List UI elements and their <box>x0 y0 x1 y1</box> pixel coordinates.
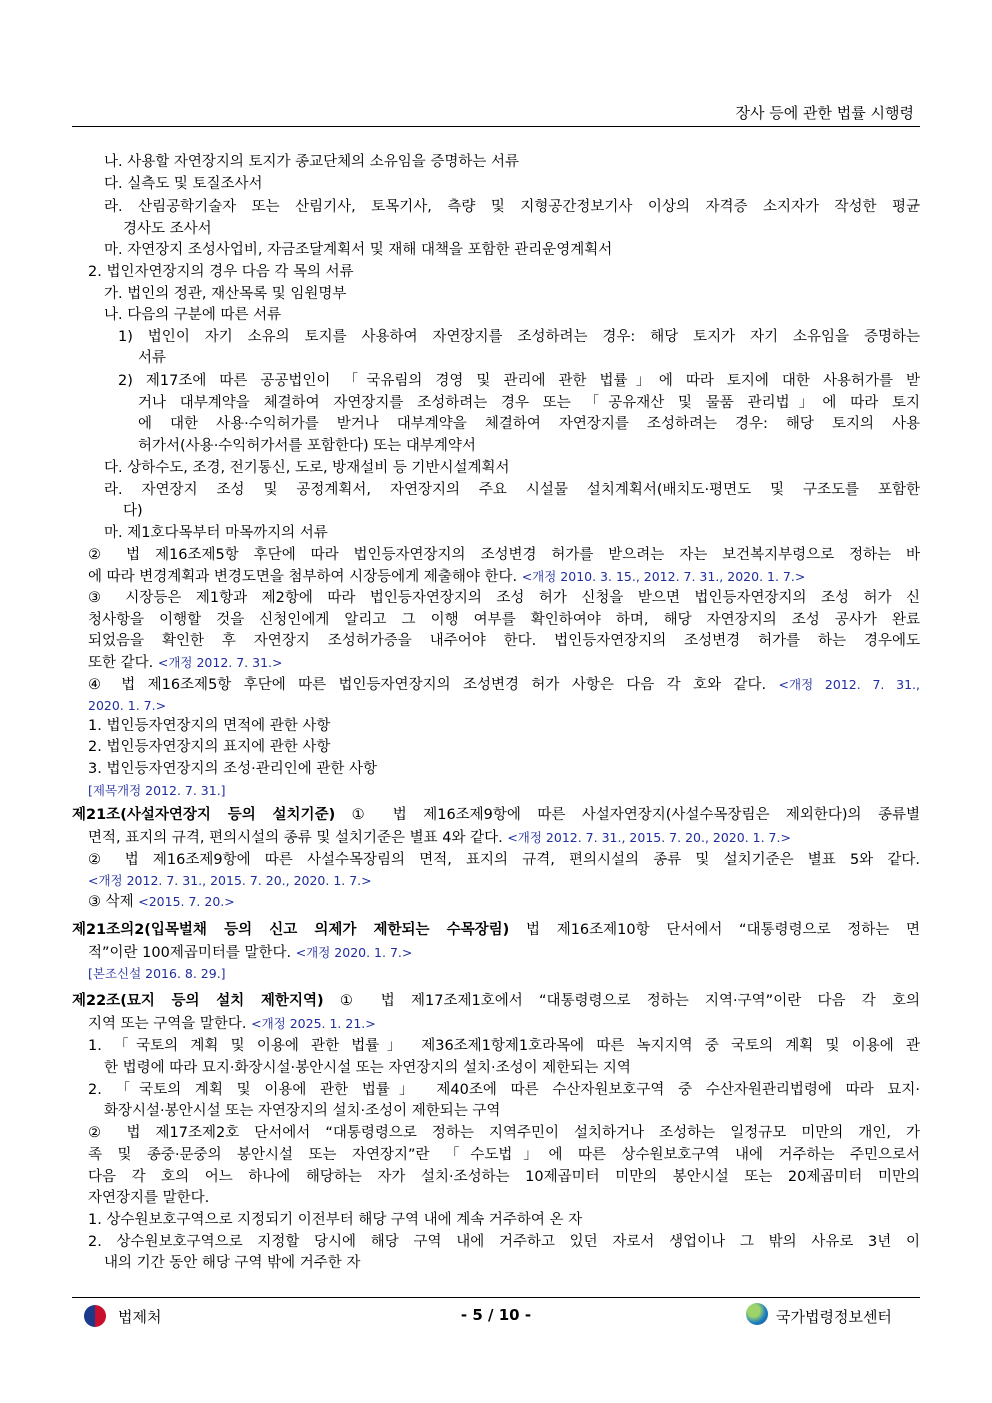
line-text: 3. 법인등자연장지의 조성·관리인에 관한 사항 <box>88 761 378 777</box>
text-line <box>104 152 519 172</box>
text-line <box>138 414 920 434</box>
line-text: 다. 실측도 및 토질조사서 <box>104 176 263 192</box>
line-text: ② 법 제16조제9항에 따른 사설수목장림의 면적, 표지의 규격, 편의시설의 종류 및 설치기준은 별표 5와 같다. <box>88 852 920 868</box>
text-line <box>118 327 920 347</box>
text-line <box>88 545 920 565</box>
page-header-title: 장사 등에 관한 법률 시행령 <box>735 104 914 122</box>
line-text: 에 따라 변경계획과 변경도면을 첨부하여 시장등에게 제출해야 한다. <box>88 569 518 585</box>
line-text: 다음 각 호의 어느 하나에 해당하는 자가 설치·조성하는 10제곱미터 미만의 봉안시설 또는 20제곱미터 미만의 <box>88 1169 920 1185</box>
text-line <box>88 828 791 848</box>
text-line <box>104 458 509 478</box>
text-line <box>88 610 920 630</box>
text-line <box>88 716 330 736</box>
line-text: 라. 자연장지 조성 및 공정계획서, 자연장지의 주요 시설물 설치계획서(배치도·평면도 및 구조도를 포함한 <box>104 482 920 498</box>
text-line <box>88 1188 209 1208</box>
line-text: 지역 또는 구역을 말한다. <box>88 1016 247 1032</box>
text-line <box>88 759 377 779</box>
text-line <box>88 1036 920 1056</box>
amendment-note: <개정 2020. 1. 7.> <box>295 945 413 960</box>
line-text: 자연장지를 말한다. <box>88 1190 210 1206</box>
footer-left-label[interactable]: 법제처 <box>118 1308 162 1326</box>
text-line <box>104 1253 360 1273</box>
amendment-note: <2015. 7. 20.> <box>138 894 235 909</box>
line-text: ③ 삭제 <box>88 894 134 910</box>
text-line <box>104 174 263 194</box>
footer-rule <box>72 1297 920 1298</box>
text-line <box>88 653 282 673</box>
line-text: 면적, 표지의 규격, 편의시설의 종류 및 설치기준은 별표 4와 같다. <box>88 830 503 846</box>
text-line <box>72 805 920 825</box>
text-line <box>88 1167 920 1187</box>
amendment-note: [제목개정 2012. 7. 31.] <box>88 783 226 798</box>
article-heading: 제22조(묘지 등의 설치 제한지역) <box>72 993 324 1009</box>
text-line <box>123 501 143 521</box>
text-line <box>88 262 354 282</box>
text-line <box>88 737 330 757</box>
text-line <box>104 284 346 304</box>
amendment-note: <개정 2012. 7. 31.> <box>157 655 283 670</box>
text-line <box>118 371 920 391</box>
text-line <box>88 1210 582 1230</box>
text-line <box>104 240 612 260</box>
article-heading: 제21조(사설자연장지 등의 설치기준) <box>72 807 336 823</box>
line-text: 2) 제17조에 따른 공공법인이 「국유림의 경영 및 관리에 관한 법률」에 따라 토지에 대한 사용허가를 받 <box>118 373 920 389</box>
text-line <box>88 567 805 587</box>
amendment-note: <개정 2025. 1. 21.> <box>251 1016 376 1031</box>
amendment-note: [본조신설 2016. 8. 29.] <box>88 966 226 981</box>
amendment-note: 2020. 1. 7.> <box>88 698 167 713</box>
line-text: ③ 시장등은 제1항과 제2항에 따라 법인등자연장지의 조성 허가 신청을 받으면 법인등자연장지의 조성 허가 신 <box>88 590 920 606</box>
text-line <box>72 920 920 940</box>
line-text: 거나 대부계약을 체결하여 자연장지를 조성하려는 경우 또는 「공유재산 및 물품 관리법」에 따라 토지 <box>138 395 920 411</box>
text-line <box>138 348 166 368</box>
line-text: 마. 제1호다목부터 마목까지의 서류 <box>104 525 328 541</box>
text-line <box>88 696 166 716</box>
line-text: 족 및 종중·문중의 봉안시설 또는 자연장지”란 「수도법」에 따른 상수원보호구역 내에 거주하는 주민으로서 <box>88 1147 920 1163</box>
text-line <box>88 850 920 870</box>
text-line <box>72 991 920 1011</box>
line-text: 되었음을 확인한 후 자연장지 조성허가증을 내주어야 한다. 법인등자연장지의 조성변경 허가를 하는 경우에도 <box>88 633 920 649</box>
page-number: - 5 / 10 - <box>460 1306 532 1324</box>
text-line <box>104 197 920 217</box>
line-text: 1. 상수원보호구역으로 지정되기 이전부터 해당 구역 내에 계속 거주하여 온 자 <box>88 1212 583 1228</box>
line-text: ② 법 제17조제2호 단서에서 “대통령령으로 정하는 지역주민이 설치하거나 조성하는 일정규모 미만의 개인, 가 <box>88 1125 920 1141</box>
text-line <box>88 1123 920 1143</box>
line-text: 화장시설·봉안시설 또는 자연장지의 설치·조성이 제한되는 구역 <box>104 1103 501 1119</box>
header-rule <box>72 126 920 127</box>
text-line <box>88 1014 376 1034</box>
line-text: 라. 산림공학기술자 또는 산림기사, 토목기사, 측량 및 지형공간정보기사 이상의 자격증 소지자가 작성한 평균 <box>104 199 920 215</box>
line-text: 다) <box>123 503 143 519</box>
line-text: 또한 같다. <box>88 655 154 671</box>
text-line <box>88 943 412 963</box>
line-text: 청사항을 이행할 것을 신청인에게 알리고 그 이행 여부를 확인하여야 하며, 해당 자연장지의 조성 공사가 완료 <box>88 612 920 628</box>
text-line <box>88 631 920 651</box>
line-text: 경사도 조사서 <box>123 221 212 237</box>
line-text: 1. 법인등자연장지의 면적에 관한 사항 <box>88 718 331 734</box>
line-text: 마. 자연장지 조성사업비, 자금조달계획서 및 재해 대책을 포함한 관리운영계획서 <box>104 242 613 258</box>
text-line <box>104 305 281 325</box>
text-line <box>104 523 328 543</box>
line-text: 나. 다음의 구분에 따른 서류 <box>104 307 282 323</box>
line-text: 한 법령에 따라 묘지·화장시설·봉안시설 또는 자연장지의 설치·조성이 제한되는 지역 <box>104 1060 631 1076</box>
footer-right-label[interactable]: 국가법령정보센터 <box>776 1308 892 1326</box>
amendment-note: <개정 2012. 7. 31., 2015. 7. 20., 2020. 1. 7.> <box>88 873 372 888</box>
line-text: ④ 법 제16조제5항 후단에 따른 법인등자연장지의 조성변경 허가 사항은 다음 각 호와 같다. <box>88 677 767 693</box>
text-line <box>88 964 226 984</box>
text-line <box>88 1232 920 1252</box>
line-text: 2. 법인자연장지의 경우 다음 각 목의 서류 <box>88 264 354 280</box>
amendment-note: <개정 2012. 7. 31., <box>778 677 920 692</box>
line-text: 2. 「국토의 계획 및 이용에 관한 법률」 제40조에 따른 수산자원보호구역 중 수산자원관리법령에 따라 묘지· <box>88 1082 920 1098</box>
line-text: 2. 상수원보호구역으로 지정할 당시에 해당 구역 내에 거주하고 있던 자로서 생업이나 그 밖의 사유로 3년 이 <box>88 1234 920 1250</box>
line-text: 가. 법인의 정관, 재산목록 및 임원명부 <box>104 286 347 302</box>
line-text: 허가서(사용·수익허가서를 포함한다) 또는 대부계약서 <box>138 438 476 454</box>
text-line <box>88 675 920 695</box>
line-text: 다. 상하수도, 조경, 전기통신, 도로, 방재설비 등 기반시설계획서 <box>104 460 510 476</box>
line-text: ② 법 제16조제5항 후단에 따라 법인등자연장지의 조성변경 허가를 받으려는 자는 보건복지부령으로 정하는 바 <box>88 547 920 563</box>
text-line <box>88 588 920 608</box>
text-line <box>88 781 226 801</box>
text-line <box>104 480 920 500</box>
line-text: 1) 법인이 자기 소유의 토지를 사용하여 자연장지를 조성하려는 경우: 해당 토지가 자기 소유임을 증명하는 <box>118 329 920 345</box>
line-text: ① 법 제16조제9항에 따른 사설자연장지(사설수목장림은 제외한다)의 종류별 <box>335 807 920 823</box>
amendment-note: <개정 2012. 7. 31., 2015. 7. 20., 2020. 1. 7.> <box>507 830 791 845</box>
line-text: 1. 「국토의 계획 및 이용에 관한 법률」 제36조제1항제1호라목에 따른 녹지지역 중 국토의 계획 및 이용에 관 <box>88 1038 920 1054</box>
line-text: ① 법 제17조제1호에서 “대통령령으로 정하는 지역·구역”이란 다음 각 호의 <box>323 993 920 1009</box>
line-text: 서류 <box>138 350 167 366</box>
text-line <box>123 219 212 239</box>
text-line <box>88 1145 920 1165</box>
text-line <box>104 1058 631 1078</box>
footer-right-icon <box>746 1303 768 1325</box>
line-text: 내의 기간 동안 해당 구역 밖에 거주한 자 <box>104 1255 361 1271</box>
line-text: 나. 사용할 자연장지의 토지가 종교단체의 소유임을 증명하는 서류 <box>104 154 520 170</box>
line-text: 법 제16조제10항 단서에서 “대통령령으로 정하는 면 <box>509 922 920 938</box>
text-line <box>138 393 920 413</box>
text-line <box>88 871 372 891</box>
line-text: 에 대한 사용·수익허가를 받거나 대부계약을 체결하여 자연장지를 조성하려는 경우: 해당 토지의 사용 <box>138 416 920 432</box>
amendment-note: <개정 2010. 3. 15., 2012. 7. 31., 2020. 1. 7.> <box>521 569 806 584</box>
text-line <box>104 1101 500 1121</box>
article-heading: 제21조의2(입목벌채 등의 신고 의제가 제한되는 수목장림) <box>72 922 510 938</box>
line-text: 적”이란 100제곱미터를 말한다. <box>88 945 292 961</box>
text-line <box>88 1080 920 1100</box>
text-line <box>138 436 476 456</box>
line-text: 2. 법인등자연장지의 표지에 관한 사항 <box>88 739 331 755</box>
text-line <box>88 892 235 912</box>
